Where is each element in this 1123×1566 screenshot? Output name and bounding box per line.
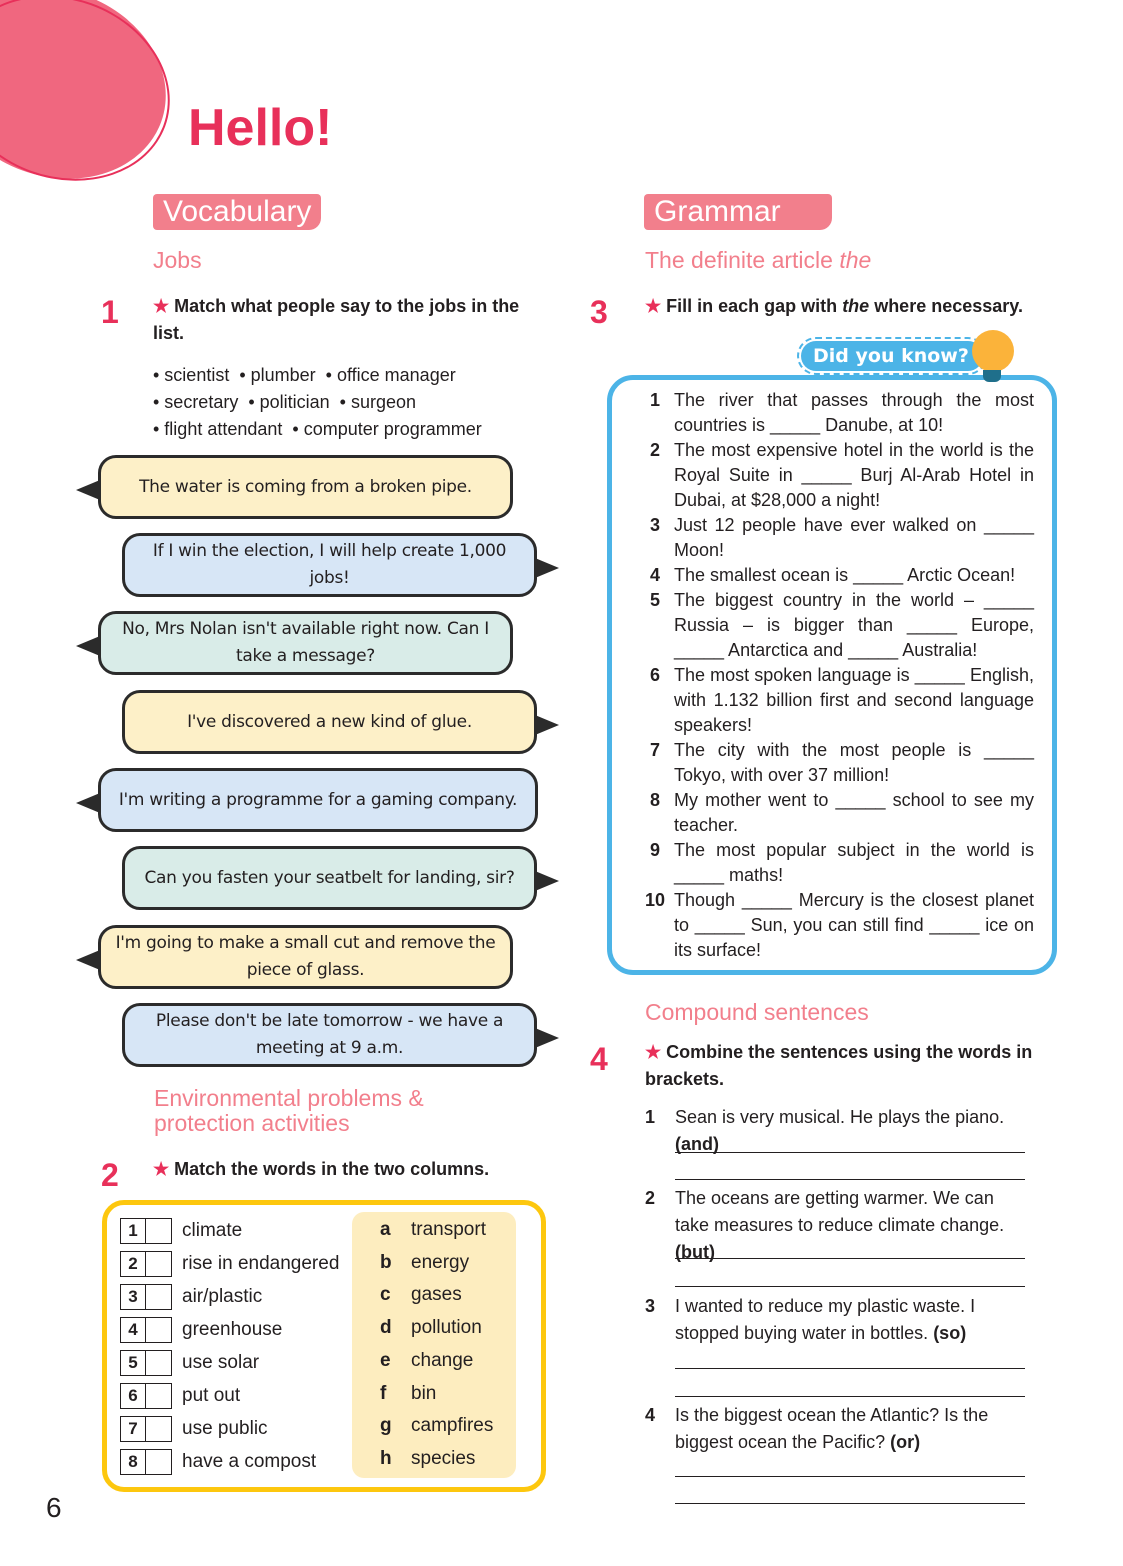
matching-option xyxy=(380,1448,475,1470)
exercise-number: 4 xyxy=(590,1041,608,1077)
exercise-instruction xyxy=(645,1039,1040,1093)
star-icon: ★ xyxy=(645,1042,662,1062)
item-text: I wanted to reduce my plastic waste. I stopped buying water in bottles. xyxy=(675,1296,976,1343)
item-text: Is the biggest ocean the Atlantic? Is the biggest ocean the Pacific? xyxy=(675,1405,989,1452)
bubble-text: Please don't be late tomorrow - we have a meeting at 9 a.m. xyxy=(155,1011,504,1058)
answer-line[interactable] xyxy=(675,1476,1025,1477)
option-word: change xyxy=(411,1349,474,1371)
item-number: 5 xyxy=(649,590,660,610)
combine-item xyxy=(645,1402,1025,1456)
item-text: The smallest ocean is _____ Arctic Ocean! xyxy=(674,565,1016,585)
item-number: 10 xyxy=(644,890,666,910)
answer-box[interactable] xyxy=(146,1284,172,1310)
item-number: 8 xyxy=(649,790,660,810)
item-text: The river that passes through the most countries is _____ Danube, at 10! xyxy=(674,390,1034,435)
option-word: bin xyxy=(411,1382,437,1404)
jobs-list xyxy=(153,362,482,443)
option-letter: b xyxy=(380,1251,392,1273)
item-number: 2 xyxy=(645,1188,656,1208)
item-text: Sean is very musical. He plays the piano. xyxy=(675,1107,1005,1127)
matching-option xyxy=(380,1252,469,1274)
item-number: 1 xyxy=(120,1218,146,1244)
option-word: transport xyxy=(411,1219,486,1240)
bubble-text: I'm going to make a small cut and remove the piece of glass. xyxy=(115,933,496,980)
matching-option xyxy=(380,1415,493,1437)
star-icon: ★ xyxy=(153,296,170,316)
option-letter: h xyxy=(380,1447,392,1469)
speech-bubble xyxy=(122,1003,537,1067)
matching-row xyxy=(120,1383,240,1409)
page-number: 6 xyxy=(46,1492,62,1523)
did-you-know-badge: Did you know? xyxy=(801,341,983,371)
matching-row xyxy=(120,1284,262,1310)
item-number: 7 xyxy=(649,740,660,760)
answer-box[interactable] xyxy=(146,1449,172,1475)
item-number: 6 xyxy=(649,665,660,685)
exercise-number: 3 xyxy=(590,294,608,330)
item-text: The most spoken language is _____ English, with 1.132 billion first and second language speakers! xyxy=(674,665,1034,735)
gap-fill-item xyxy=(636,663,1036,738)
star-icon: ★ xyxy=(645,296,662,316)
gap-fill-item xyxy=(636,888,1036,963)
item-hint: (so) xyxy=(933,1323,967,1343)
header-decoration-ring xyxy=(0,0,196,211)
instruction-emphasis: the xyxy=(842,296,870,316)
matching-option xyxy=(380,1219,486,1241)
page-title: Hello! xyxy=(188,99,333,157)
instruction-text: Combine the sentences using the words in brackets. xyxy=(645,1042,1033,1089)
speech-bubble xyxy=(98,925,513,989)
speech-bubble xyxy=(122,690,537,754)
gap-fill-item xyxy=(636,438,1036,513)
item-number: 3 xyxy=(649,515,660,535)
answer-line[interactable] xyxy=(675,1396,1025,1397)
gap-fill-item xyxy=(636,388,1036,438)
bubble-text: Can you fasten your seatbelt for landing, sir? xyxy=(144,867,515,888)
matching-option xyxy=(380,1317,482,1339)
compound-subtitle: Compound sentences xyxy=(645,999,869,1025)
item-number: 5 xyxy=(120,1350,146,1376)
vocabulary-tag: Vocabulary xyxy=(153,194,321,230)
bubble-text: The water is coming from a broken pipe. xyxy=(139,476,472,497)
answer-box[interactable] xyxy=(146,1416,172,1442)
exercise-instruction xyxy=(153,293,548,347)
item-word: use solar xyxy=(182,1352,260,1373)
bubble-text: I'm writing a programme for a gaming company. xyxy=(118,789,518,810)
jobs-line: • scientist • plumber • office manager xyxy=(153,365,456,385)
matching-row xyxy=(120,1251,339,1277)
answer-box[interactable] xyxy=(146,1317,172,1343)
instruction-text: where necessary. xyxy=(869,296,1023,316)
item-hint: (or) xyxy=(890,1432,921,1452)
item-hint: (but) xyxy=(675,1242,715,1262)
answer-line[interactable] xyxy=(675,1503,1025,1504)
star-icon: ★ xyxy=(153,1159,170,1179)
instruction-text: Fill in each gap with xyxy=(666,296,843,316)
matching-option xyxy=(380,1350,473,1372)
bubble-text: No, Mrs Nolan isn't available right now. Can I take a message? xyxy=(122,619,489,666)
option-letter: a xyxy=(380,1219,391,1240)
environment-subtitle: Environmental problems & protection activities xyxy=(154,1085,424,1136)
matching-row xyxy=(120,1218,242,1244)
item-word: have a compost xyxy=(182,1451,317,1472)
item-word: use public xyxy=(182,1418,268,1439)
speech-bubble xyxy=(98,611,513,675)
item-hint: (and) xyxy=(675,1134,719,1154)
exercise-number: 1 xyxy=(101,294,119,330)
speech-bubble xyxy=(122,533,537,597)
item-word: air/plastic xyxy=(182,1286,263,1307)
combine-item xyxy=(645,1104,1025,1158)
combine-item xyxy=(645,1185,1025,1266)
answer-box[interactable] xyxy=(146,1251,172,1277)
option-word: pollution xyxy=(411,1317,482,1339)
speech-bubble xyxy=(122,846,537,910)
gap-fill-item xyxy=(636,788,1036,838)
item-number: 9 xyxy=(649,840,660,860)
exercise-instruction xyxy=(153,1156,489,1183)
item-number: 4 xyxy=(645,1405,656,1425)
subtitle-emphasis: the xyxy=(839,247,872,273)
option-word: gases xyxy=(411,1284,462,1306)
option-word: campfires xyxy=(411,1415,494,1437)
jobs-line: • secretary • politician • surgeon xyxy=(153,392,417,412)
item-number: 3 xyxy=(645,1296,656,1316)
option-letter: d xyxy=(380,1317,392,1339)
jobs-line: • flight attendant • computer programmer xyxy=(153,419,482,439)
option-word: energy xyxy=(411,1251,470,1273)
gap-fill-list xyxy=(636,388,1036,963)
answer-line[interactable] xyxy=(675,1179,1025,1180)
answer-line[interactable] xyxy=(675,1152,1025,1153)
gap-fill-item xyxy=(636,738,1036,788)
item-number: 2 xyxy=(120,1251,146,1277)
item-word: climate xyxy=(182,1220,243,1241)
answer-line[interactable] xyxy=(675,1258,1025,1259)
subtitle-text: The definite article xyxy=(645,247,840,273)
lightbulb-base-icon xyxy=(983,370,1001,382)
matching-option xyxy=(380,1284,462,1306)
speech-bubble xyxy=(98,455,513,519)
item-number: 4 xyxy=(120,1317,146,1343)
item-number: 1 xyxy=(649,390,660,410)
item-number: 4 xyxy=(649,565,660,585)
instruction-text: Match what people say to the jobs in the list. xyxy=(153,296,520,343)
bubble-text: I've discovered a new kind of glue. xyxy=(187,711,472,732)
gap-fill-item xyxy=(636,513,1036,563)
item-text: The most expensive hotel in the world is the Royal Suite in _____ Burj Al-Arab Hotel in Dubai, at $28,000 a night! xyxy=(674,440,1034,510)
option-letter: c xyxy=(380,1284,391,1306)
option-letter: g xyxy=(380,1415,392,1437)
item-text: The most popular subject in the world is _____ maths! xyxy=(674,840,1034,885)
matching-row xyxy=(120,1416,268,1442)
grammar-tag: Grammar xyxy=(644,194,832,230)
answer-box[interactable] xyxy=(146,1350,172,1376)
combine-item xyxy=(645,1293,1025,1347)
item-word: rise in endangered xyxy=(182,1253,340,1274)
item-text: The city with the most people is _____ Tokyo, with over 37 million! xyxy=(674,740,1034,785)
exercise-number: 2 xyxy=(101,1157,119,1193)
lightbulb-icon xyxy=(972,330,1014,372)
item-text: Though _____ Mercury is the closest planet to _____ Sun, you can still find _____ ice on its surface! xyxy=(674,890,1034,960)
option-letter: f xyxy=(380,1382,387,1404)
item-number: 8 xyxy=(120,1449,146,1475)
item-text: My mother went to _____ school to see my teacher. xyxy=(674,790,1034,835)
gap-fill-item xyxy=(636,563,1036,588)
item-text: The biggest country in the world – _____ Russia – is bigger than _____ Europe, _____ Antarctica and _____ Australia! xyxy=(674,590,1034,660)
exercise-instruction xyxy=(645,293,1023,320)
matching-row xyxy=(120,1449,316,1475)
item-number: 2 xyxy=(649,440,660,460)
option-word: species xyxy=(411,1447,476,1469)
answer-line[interactable] xyxy=(675,1286,1025,1287)
gap-fill-item xyxy=(636,838,1036,888)
item-word: put out xyxy=(182,1385,241,1406)
item-number: 7 xyxy=(120,1416,146,1442)
gap-fill-item xyxy=(636,588,1036,663)
answer-box[interactable] xyxy=(146,1218,172,1244)
item-number: 1 xyxy=(645,1107,656,1127)
item-text: Just 12 people have ever walked on _____ Moon! xyxy=(674,515,1034,560)
jobs-subtitle: Jobs xyxy=(153,247,202,273)
matching-row xyxy=(120,1350,259,1376)
item-number: 6 xyxy=(120,1383,146,1409)
item-word: greenhouse xyxy=(182,1319,283,1340)
matching-row xyxy=(120,1317,282,1343)
option-letter: e xyxy=(380,1349,391,1371)
answer-line[interactable] xyxy=(675,1368,1025,1369)
bubble-text: If I win the election, I will help create 1,000 jobs! xyxy=(152,541,507,588)
instruction-text: Match the words in the two columns. xyxy=(174,1159,490,1179)
item-number: 3 xyxy=(120,1284,146,1310)
speech-bubble xyxy=(98,768,538,832)
item-text: The oceans are getting warmer. We can take measures to reduce climate change. xyxy=(675,1188,1005,1235)
matching-option xyxy=(380,1383,436,1405)
answer-box[interactable] xyxy=(146,1383,172,1409)
definite-article-subtitle xyxy=(645,247,871,274)
